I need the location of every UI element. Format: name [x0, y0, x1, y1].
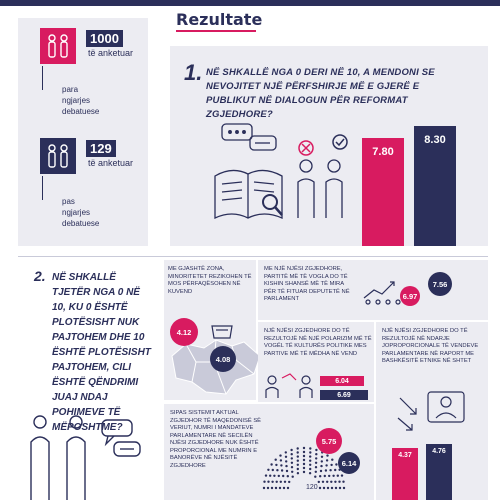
after-caption: pas ngjarjes debatuese [62, 197, 100, 228]
seat-dot [297, 455, 299, 457]
seat-dot [319, 475, 321, 477]
seat-dot [327, 487, 329, 489]
seats-after-value: 6.14 [338, 452, 360, 474]
people-talking-icon [22, 412, 152, 500]
seat-dot [318, 481, 320, 483]
after-count: 129 [86, 140, 116, 157]
people-icon-after [40, 138, 76, 174]
people-icon-before [40, 28, 76, 64]
seat-dot [267, 487, 269, 489]
seat-dot [325, 464, 327, 466]
seat-dot [291, 453, 293, 455]
seat-dot [263, 487, 265, 489]
seats-count: 120 [306, 484, 318, 491]
seat-dot [309, 460, 311, 462]
seat-dot [315, 466, 317, 468]
question2-text: NË SHKALLË TJETËR NGA 0 NË 10, KU 0 ËSHTË PLOTËSISHT NUK PAJTOHEM DHE 10 ËSHTË PLOTËSISHT PAJTOHEM, CILI ËSHTË QËNDRIMI JUAJ NDAJ POHIMEVE TË MËPOSHTME? [52, 272, 151, 433]
seat-dot [291, 471, 293, 473]
section-divider [18, 256, 488, 257]
statement-text-zones: ME GJASHTË ZONA, MINORITETET REZIKOHEN TË MOS PËRFAQËSOHEN NË KUVEND [168, 266, 252, 295]
statement-text-small-parties: ME NJË NJËSI ZGJEDHORE, PARTITË MË TË VOGLA DO TË KISHIN SHANSË MË TË MIRA PËR TË FITUAR DEPUTETË NË PARLAMENT [264, 266, 350, 302]
top-bar [0, 0, 500, 6]
question1-text: NË SHKALLË NGA 0 DERI NË 10, A MENDONI SE NEVOJITET NJË PËRFSHIRJE MË E GJERË E PUBLIKUT NË DIALOGUN PËR REFORMAT ZGJEDHORE? [206, 67, 435, 120]
small-parties-after-value: 7.56 [428, 272, 452, 296]
seat-dot [287, 487, 289, 489]
ethnic-bar-before [392, 448, 418, 500]
seat-dot [273, 475, 275, 477]
seat-dot [337, 475, 339, 477]
seat-dot [297, 472, 299, 474]
seat-dot [328, 475, 330, 477]
seat-dot [334, 469, 336, 471]
seat-dot [303, 467, 305, 469]
seat-dot [343, 487, 345, 489]
seat-dot [309, 468, 311, 470]
seat-dot [297, 460, 299, 462]
seat-dot [297, 464, 299, 466]
seat-dot [322, 481, 324, 483]
seat-dot [263, 481, 265, 483]
seat-dot [271, 481, 273, 483]
seat-dot [276, 469, 278, 471]
seat-dot [285, 451, 287, 453]
seat-dot [280, 481, 282, 483]
seat-dot [278, 475, 280, 477]
seat-dot [332, 475, 334, 477]
seat-dot [290, 449, 292, 451]
statement-text-polarization: NJË NJËSI ZGJEDHORE DO TË REZULTOJË NË NJË POLARIZIM MË TË VOGËL TË KULTURËS POLITIKE MES PARTIVE MË TË MËDHA NË VEND [264, 328, 372, 357]
seat-dot [291, 466, 293, 468]
question2-number: 2. [34, 268, 46, 284]
seat-dot [284, 481, 286, 483]
q1-before-value: 7.80 [372, 146, 394, 158]
seat-dot [285, 460, 287, 462]
seat-dot [309, 464, 311, 466]
seat-dot [331, 459, 333, 461]
seat-dot [280, 459, 282, 461]
ethnic-after-value: 4.76 [432, 448, 446, 455]
seat-dot [279, 487, 281, 489]
seat-dot [288, 481, 290, 483]
zones-before-value: 4.12 [170, 318, 198, 346]
small-parties-before-value: 6.97 [400, 286, 420, 306]
seat-dot [324, 475, 326, 477]
seat-dot [303, 455, 305, 457]
seat-dot [292, 476, 294, 478]
seat-dot [285, 456, 287, 458]
seat-dot [339, 487, 341, 489]
seat-dot [283, 487, 285, 489]
seat-dot [342, 481, 344, 483]
debate-people-icon [262, 370, 318, 400]
seat-dot [297, 468, 299, 470]
seat-dot [291, 462, 293, 464]
statement-text-seats: SIPAS SISTEMIT AKTUAL ZGJEDHOR TË MAQEDONISË SË VERIUT, NUMRI I MANDATEVE PARLAMENTARE NË SECILËN NJËSI ZGJEDHORE NUK ËSHTË PROPORCIONAL ME NUMRIN E BANORËVE NË NJËSITË ZGJEDHORE [170, 410, 262, 469]
seat-dot [303, 447, 305, 449]
seat-dot [323, 487, 325, 489]
seat-dot [282, 475, 284, 477]
q1-bar-before [362, 138, 404, 246]
ethnic-bar-after [426, 444, 452, 500]
after-label: të anketuar [88, 158, 134, 168]
polarization-after-value: 6.69 [320, 390, 368, 400]
connector-line-after [42, 176, 43, 200]
question1-number: 1. [184, 60, 203, 85]
seat-dot [267, 481, 269, 483]
seat-dot [321, 460, 323, 462]
seat-dot [271, 487, 273, 489]
seat-dot [303, 451, 305, 453]
seat-dot [335, 487, 337, 489]
before-caption: para ngjarjes debatuese [62, 85, 100, 116]
seat-dot [286, 470, 288, 472]
seat-dot [309, 447, 311, 449]
growth-people-icon [360, 278, 404, 308]
seat-dot [275, 487, 277, 489]
zones-after-value: 4.08 [210, 346, 236, 372]
seat-dot [297, 447, 299, 449]
before-count: 1000 [86, 30, 123, 47]
seats-before-value: 5.75 [316, 428, 342, 454]
seat-dot [325, 469, 327, 471]
seat-dot [330, 464, 332, 466]
seat-dot [309, 472, 311, 474]
seat-dot [334, 481, 336, 483]
seat-dot [287, 475, 289, 477]
seat-dot [280, 464, 282, 466]
seat-dot [331, 487, 333, 489]
q1-bar-after [414, 126, 456, 246]
seat-dot [315, 457, 317, 459]
seat-dot [270, 463, 272, 465]
seat-dot [303, 471, 305, 473]
seat-dot [320, 465, 322, 467]
seat-dot [314, 476, 316, 478]
seat-dot [275, 459, 277, 461]
polarization-before-value: 6.04 [320, 376, 364, 386]
seat-dot [309, 451, 311, 453]
seat-dot [267, 469, 269, 471]
seat-dot [297, 451, 299, 453]
seat-dot [303, 459, 305, 461]
seat-dot [326, 481, 328, 483]
ethnic-before-value: 4.37 [398, 452, 412, 459]
seat-dot [320, 470, 322, 472]
seat-dot [303, 463, 305, 465]
seat-dot [285, 465, 287, 467]
page-title: Rezultate [176, 10, 263, 29]
seat-dot [276, 481, 278, 483]
seat-dot [315, 462, 317, 464]
seat-dot [326, 454, 328, 456]
seat-dot [326, 459, 328, 461]
statement-text-ethnic: NJË NJËSI ZGJEDHORE DO TË REZULTOJË NË NDARJE JOPROPORCIONALE TË VENDEVE PARLAMENTARE NË RAPORT ME BASHKËSITË ETNIKE NË SHTET [382, 328, 479, 364]
connector-line-before [42, 66, 43, 90]
seat-dot [330, 481, 332, 483]
book-dialogue-icon [210, 118, 360, 230]
title-underline [176, 30, 256, 32]
seat-dot [309, 455, 311, 457]
before-label: të anketuar [88, 48, 134, 58]
seat-dot [291, 457, 293, 459]
seat-dot [315, 453, 317, 455]
seat-dot [329, 469, 331, 471]
q1-after-value: 8.30 [424, 134, 446, 146]
seat-dot [275, 464, 277, 466]
seat-dot [319, 487, 321, 489]
seat-dot [265, 474, 267, 476]
seat-dot [315, 471, 317, 473]
seat-dot [279, 454, 281, 456]
seat-dot [315, 449, 317, 451]
arrows-person-icon [392, 388, 472, 440]
seat-dot [281, 469, 283, 471]
seat-dot [272, 469, 274, 471]
seat-dot [338, 481, 340, 483]
seat-dot [269, 475, 271, 477]
seat-dot [341, 474, 343, 476]
seat-dot [321, 456, 323, 458]
